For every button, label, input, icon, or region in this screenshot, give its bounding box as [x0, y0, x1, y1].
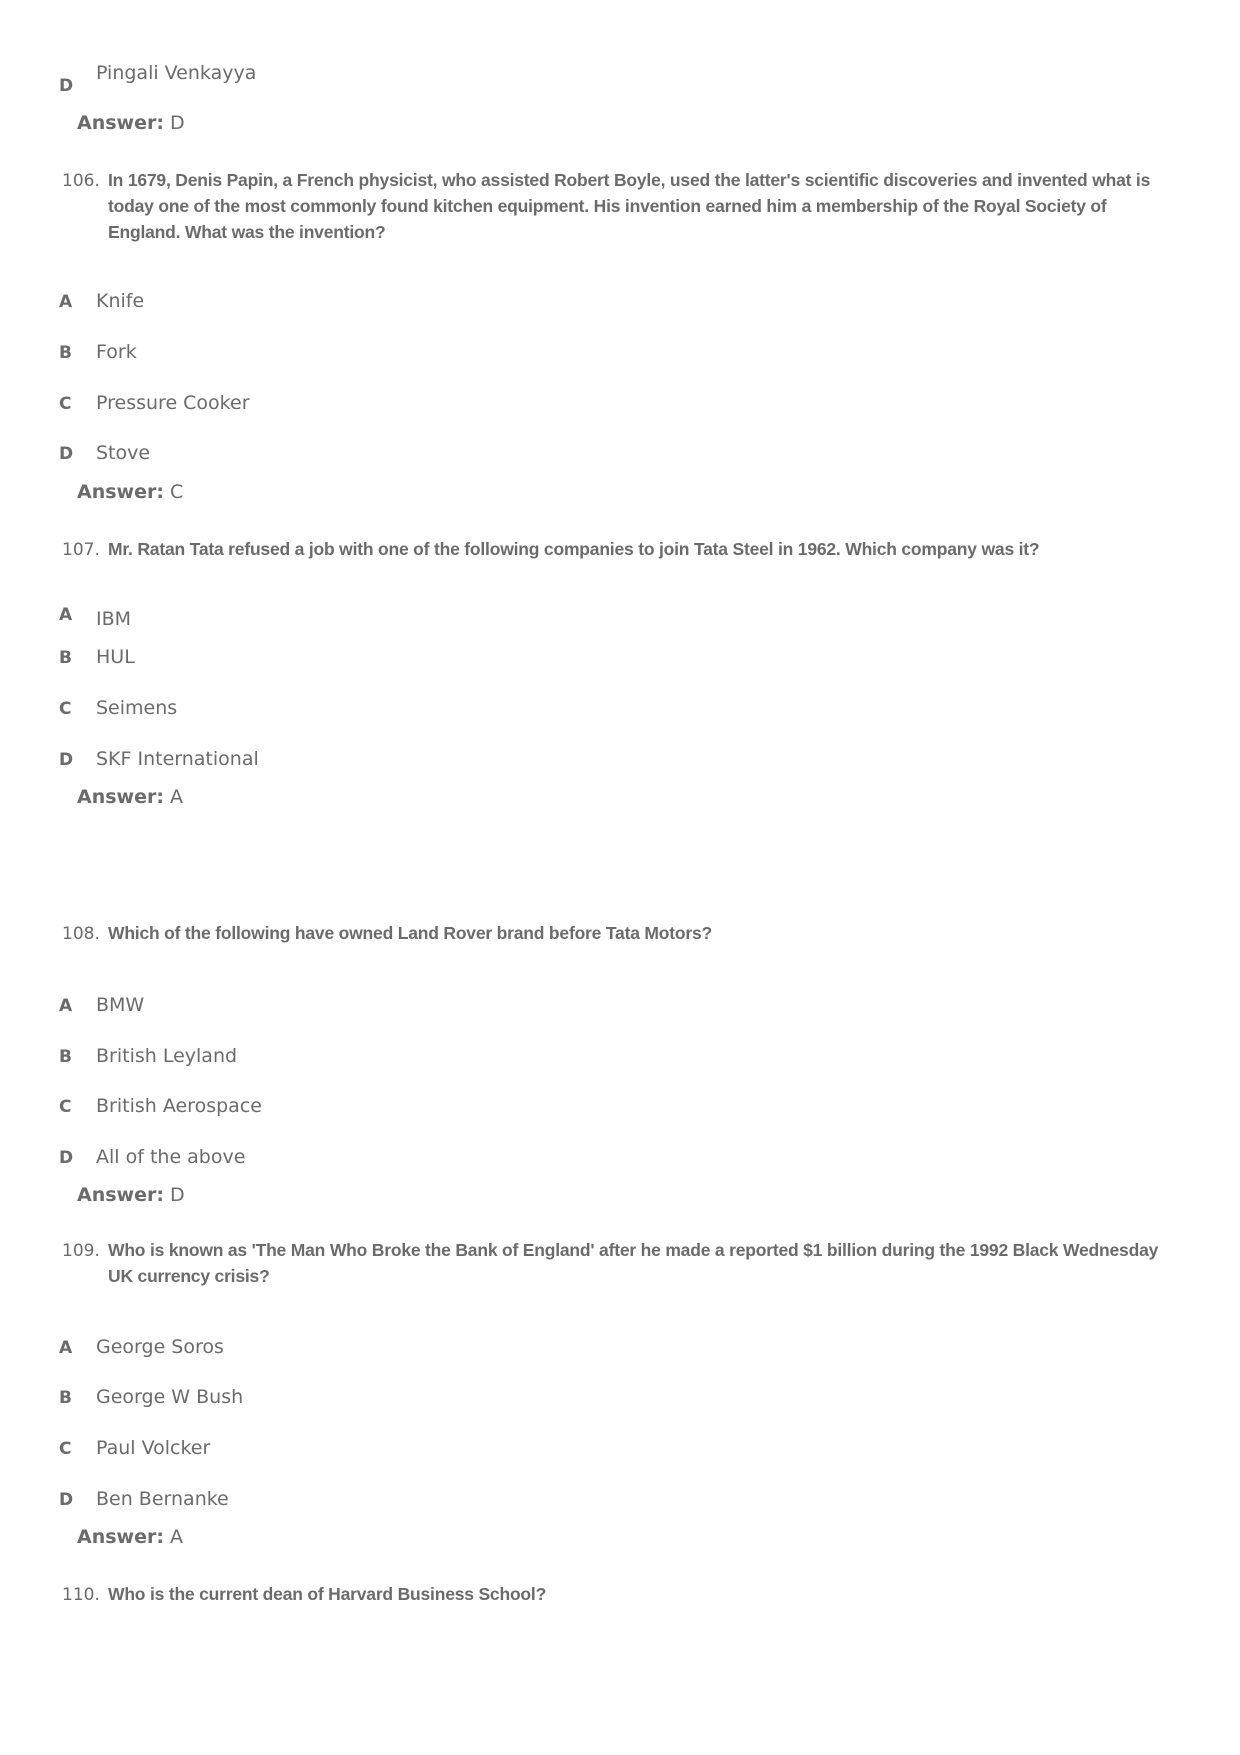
- question-number: 108.: [62, 924, 100, 944]
- option-text: British Leyland: [96, 1045, 238, 1067]
- option-text: George Soros: [96, 1336, 224, 1358]
- question-number: 106.: [62, 171, 100, 191]
- answer-line: [77, 786, 183, 808]
- answer-label: Answer:: [77, 112, 164, 134]
- answer-value: A: [170, 786, 183, 808]
- question-text: Who is known as 'The Man Who Broke the Bank of England' after he made a reported $1 billion during the 1992 Black Wednesday UK currency crisis?: [108, 1240, 1159, 1286]
- option-letter: D: [59, 750, 74, 770]
- option-text: British Aerospace: [96, 1095, 262, 1117]
- option-letter: B: [59, 343, 72, 363]
- answer-value: A: [170, 1526, 183, 1548]
- option-letter: C: [59, 1097, 72, 1117]
- option-letter: D: [59, 76, 74, 96]
- answer-line: [77, 112, 185, 134]
- option-text: Pressure Cooker: [96, 392, 250, 414]
- option-text: IBM: [96, 608, 132, 630]
- answer-value: C: [170, 481, 184, 503]
- option-text: Pingali Venkayya: [96, 62, 257, 84]
- option-text: Fork: [96, 341, 137, 363]
- answer-label: Answer:: [77, 481, 164, 503]
- option-letter: D: [59, 444, 74, 464]
- option-text: George W Bush: [96, 1386, 244, 1408]
- option-letter: B: [59, 1388, 72, 1408]
- option-letter: A: [59, 292, 73, 312]
- answer-value: D: [170, 112, 185, 134]
- question-text: In 1679, Denis Papin, a French physicist, who assisted Robert Boyle, used the latter's scientific discoveries and invented what is today one of the most commonly found kitchen equipment. His invention earned him a membership of the Royal Society of England. What was the invention?: [108, 170, 1151, 242]
- option-letter: D: [59, 1148, 74, 1168]
- answer-line: [77, 1526, 183, 1548]
- option-letter: C: [59, 394, 72, 414]
- option-text: All of the above: [96, 1146, 246, 1168]
- option-letter: C: [59, 699, 72, 719]
- question-text: Which of the following have owned Land Rover brand before Tata Motors?: [108, 923, 713, 943]
- question-text: Mr. Ratan Tata refused a job with one of the following companies to join Tata Steel in 1962. Which company was it?: [108, 539, 1040, 559]
- option-letter: D: [59, 1490, 74, 1510]
- question-number: 109.: [62, 1241, 100, 1261]
- answer-line: [77, 1184, 185, 1206]
- option-text: BMW: [96, 994, 145, 1016]
- answer-value: D: [170, 1184, 185, 1206]
- option-text: Stove: [96, 442, 151, 464]
- option-letter: B: [59, 648, 72, 668]
- option-letter: A: [59, 1338, 73, 1358]
- option-text: SKF International: [96, 748, 259, 770]
- answer-label: Answer:: [77, 786, 164, 808]
- option-text: HUL: [96, 646, 135, 668]
- question-number: 110.: [62, 1585, 100, 1605]
- option-text: Paul Volcker: [96, 1437, 211, 1459]
- answer-label: Answer:: [77, 1184, 164, 1206]
- option-letter: A: [59, 605, 73, 625]
- option-letter: A: [59, 996, 73, 1016]
- option-text: Ben Bernanke: [96, 1488, 229, 1510]
- option-text: Seimens: [96, 697, 178, 719]
- option-letter: B: [59, 1047, 72, 1067]
- question-text: Who is the current dean of Harvard Business School?: [108, 1584, 547, 1604]
- question-number: 107.: [62, 540, 100, 560]
- answer-line: [77, 481, 183, 503]
- option-text: Knife: [96, 290, 145, 312]
- answer-label: Answer:: [77, 1526, 164, 1548]
- option-letter: C: [59, 1439, 72, 1459]
